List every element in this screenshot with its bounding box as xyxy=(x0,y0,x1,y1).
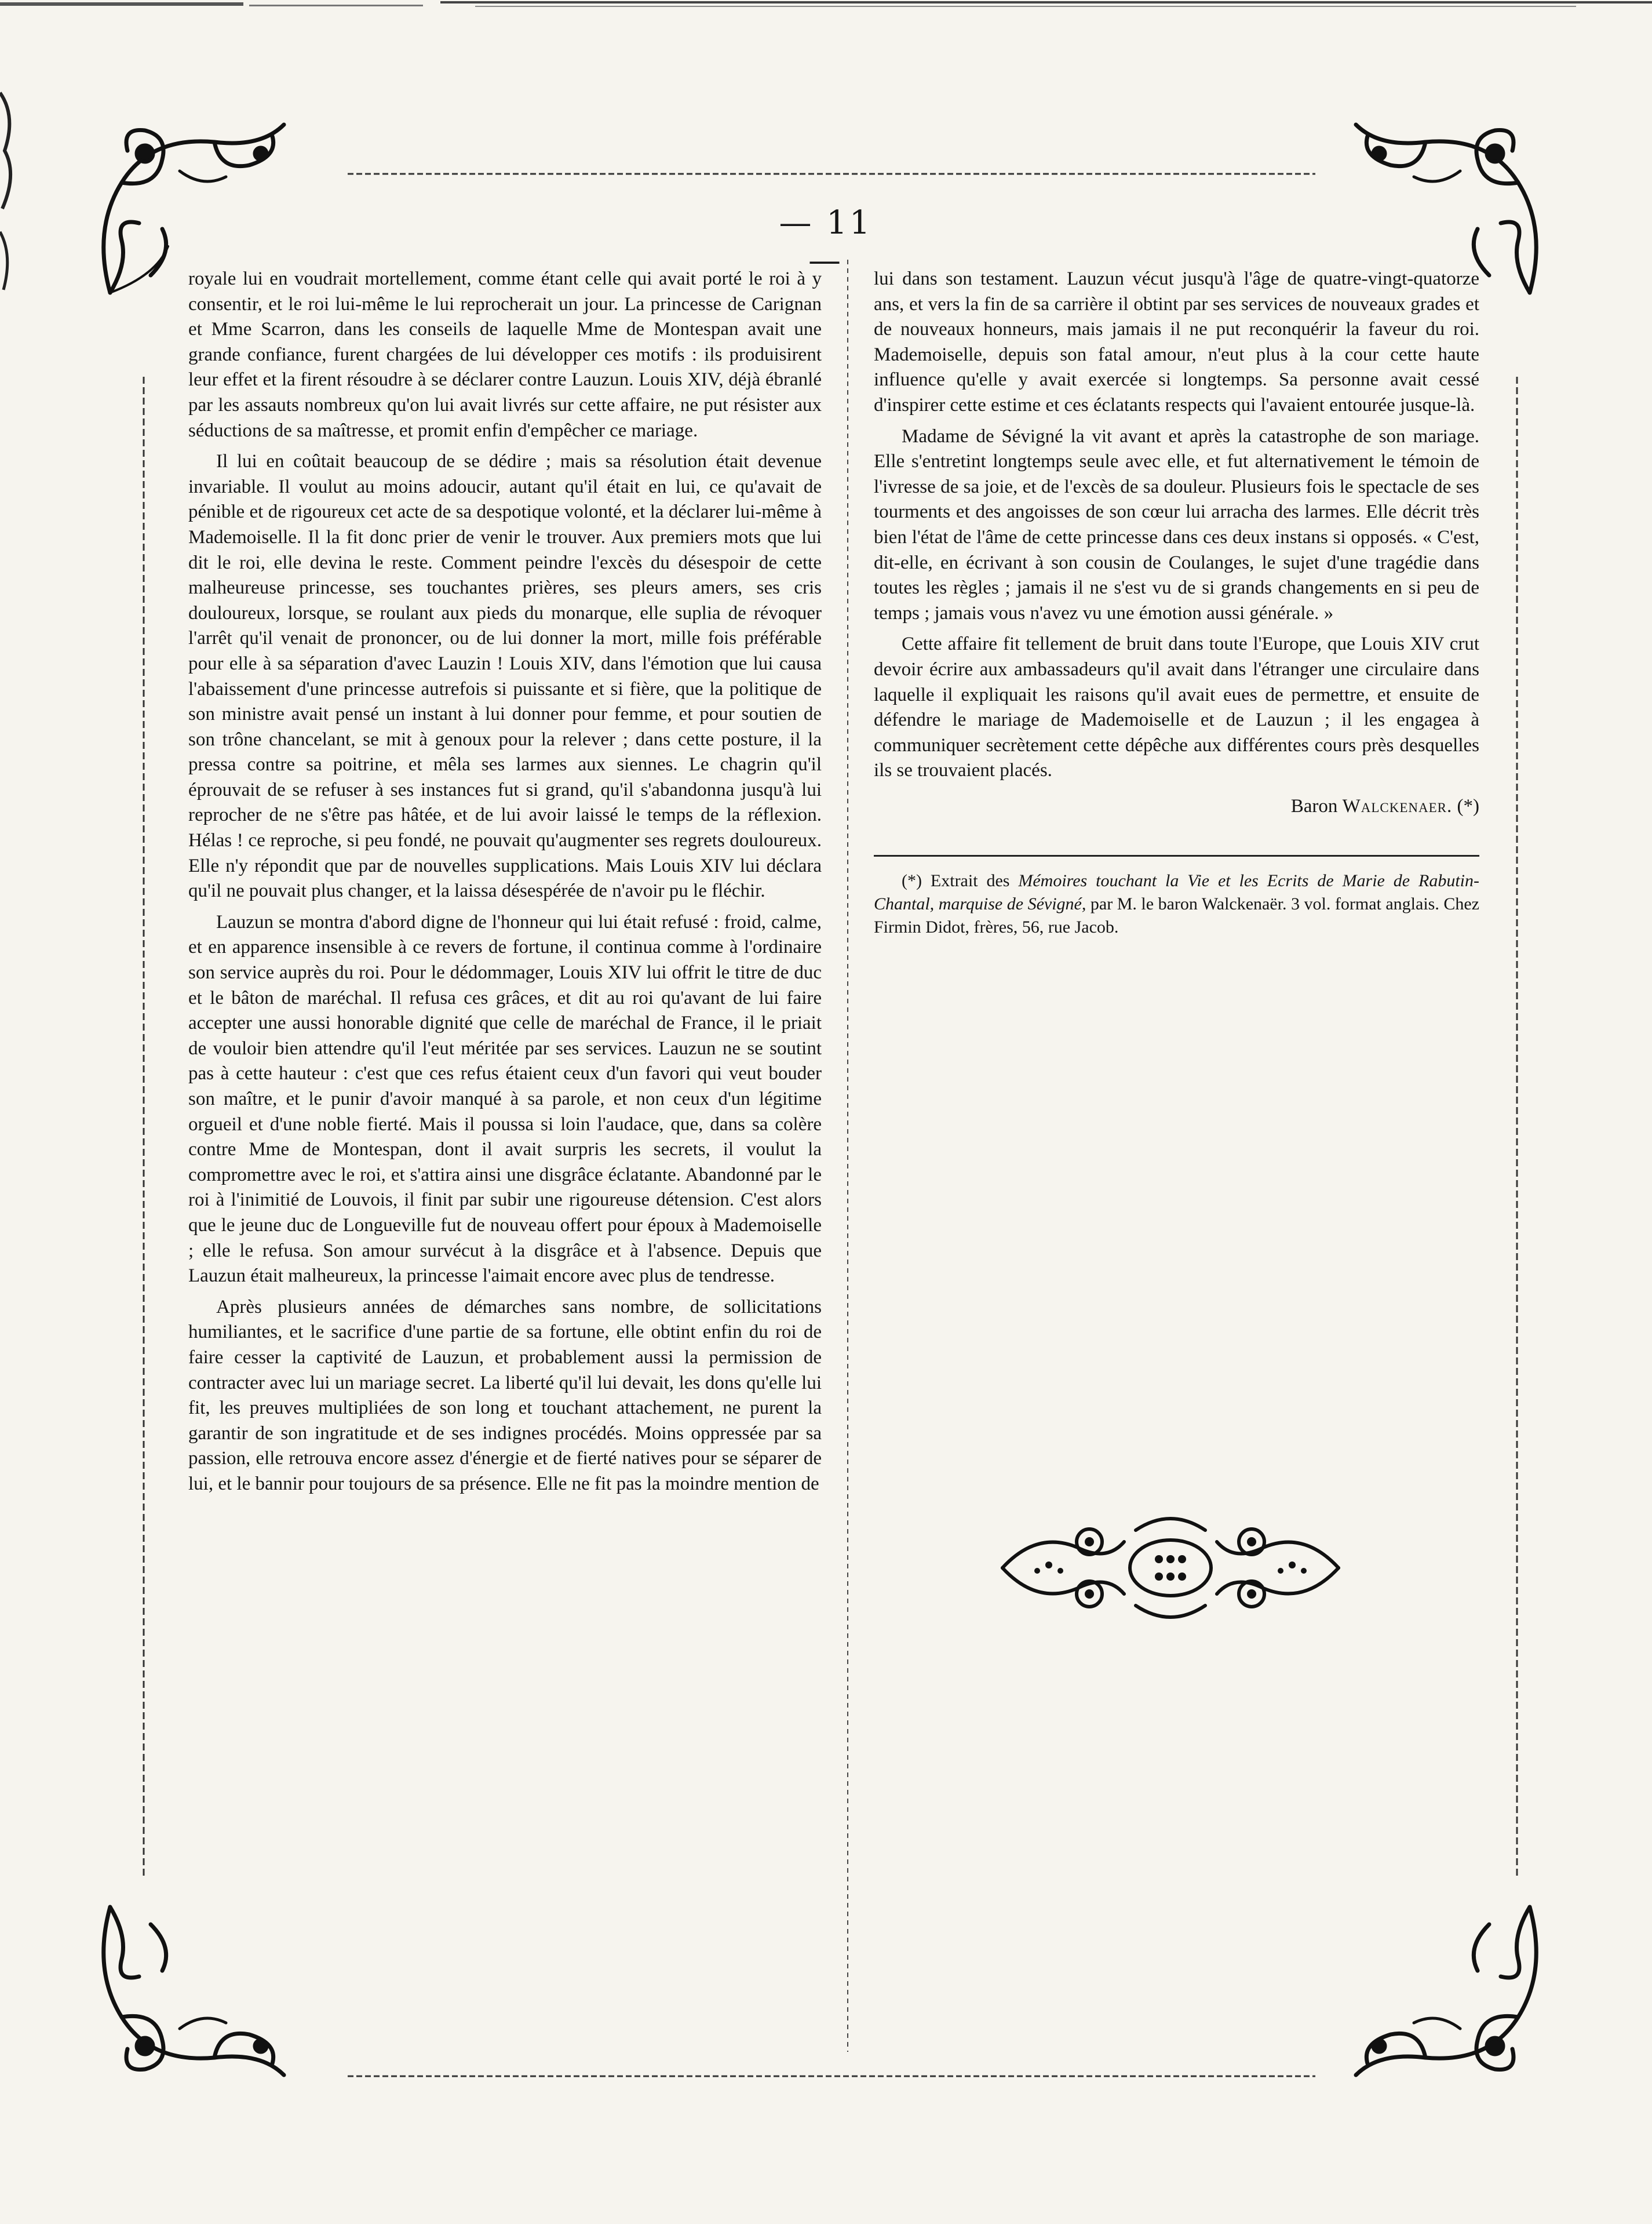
page-number: — 11 — xyxy=(779,204,873,279)
corner-ornament-bottom-left xyxy=(87,1890,319,2098)
footnote-book-title: Mémoires touchant la Vie et les Ecrits de Marie de Rabutin-Chantal, marquise de Sévigné, xyxy=(874,871,1480,914)
right-column xyxy=(874,267,1479,945)
paragraph: Lauzun se montra d'abord digne de l'honneur qui lui était refusé : froid, calme, et en apparence insensible à ce revers de fortune, il continua comme à l'ordinaire son service auprès du roi. Pour le dédommager, Louis XIV lui offrit le titre de duc et le bâton de maréchal. Il refusa ces grâces, et dit au roi qu'avant de lui faire accepter une aussi honorable dignité que celle de maréchal de France, il le priait de vouloir bien attendre qu'il l'eut méritée par ses services. Lauzun ne se soutint pas à cette hauteur : c'est que ces refus étaient ceux d'un favori qui veut bouder son maître, et le punir d'avoir manqué à sa parole, et non ceux d'un légitime orgueil et d'une noble fierté. Mais il poussa si loin l'audace, que, dans sa colère contre Mme de Montespan, dont il avait surpris les secrets, il voulut la compromettre avec le roi, et s'attira ainsi une disgrâce éclatante. Abandonné par le roi à l'inimitié de Louvois, il finit par subir une rigoureuse détension. C'est alors que le jeune duc de Longueville fut de nouveau offert pour époux à Mademoiselle ; elle le refusa. Son amour survécut à la disgrâce et à l'absence. Depuis que Lauzun était malheureux, la princesse l'aimait encore avec plus de tendresse. xyxy=(188,911,822,1287)
paragraph: Cette affaire fit tellement de bruit dans toute l'Europe, que Louis XIV crut devoir écrire aux ambassadeurs qu'il avait dans l'étranger une circulaire dans laquelle il expliquait les raisons qu'il avait eues de permettre, et ensuite de défendre le mariage de Mademoiselle et de Lauzun ; il les engagea à communiquer secrètement cette dépêche aux différentes cours près desquelles ils se trouvaient placés. xyxy=(874,634,1479,781)
paragraph: Après plusieurs années de démarches sans nombre, de sollicitations humiliantes, et le sacrifice d'une partie de sa fortune, elle obtint enfin du roi de faire cesser la captivité de Lauzun, et probablement aussi la permission de contracter avec lui un mariage secret. La liberté qu'il lui devait, les dons qu'elle lui fit, les preuves multipliées de son long et touchant attachement, ne purent la garantir de son ingratitude et de ses indignes procédés. Moins oppressée par sa passion, elle retrouva encore assez d'énergie et de fierté natives pour se séparer de lui, et le bannir pour toujours de sa présence. Elle ne fit pas la moindre mention de xyxy=(188,1296,822,1494)
signature-prefix: Baron xyxy=(1290,795,1338,817)
footnote-text-before: Extrait des xyxy=(930,871,1010,891)
footnote xyxy=(874,869,1479,939)
footnote-text-after: par M. le baron Walckenaër. 3 vol. format anglais. Chez Firmin Didot, frères, 56, rue Jacob. xyxy=(874,894,1479,937)
scroll-corner-icon xyxy=(104,1907,284,2075)
corner-ornament-bottom-right xyxy=(1321,1890,1553,2098)
scroll-corner-icon xyxy=(1356,1907,1536,2075)
footnote-mark: (*) xyxy=(902,871,922,891)
paragraph: lui dans son testament. Lauzun vécut jusqu'à l'âge de quatre-vingt-quatorze ans, et vers la fin de sa carrière il obtint par ses services de nouveaux grades et de nouveaux honneurs, mais jamais il ne put reconquérir la faveur du roi. Mademoiselle, depuis son fatal amour, n'eut plus à la cour cette haute influence qu'elle y avait exercée si longtemps. Sa personne avait cessé d'inspirer cette estime et ces éclatants respects qui l'avaient entourée jusque-là. xyxy=(874,268,1479,416)
paragraph: Madame de Sévigné la vit avant et après la catastrophe de son mariage. Elle s'entretint longtemps seule avec elle, et fut alternativement le témoin de l'ivresse de sa joie, et de l'excès de sa douleur. Plusieurs fois le spectacle de ses tourments et des angoisses de son cœur lui arracha des larmes. Elle décrit très bien l'état de l'âme de cette princesse dans ces deux instans si opposés. « C'est, dit-elle, en écrivant à son cousin de Coulanges, le sujet d'une tragédie dans toutes les règles ; jamais il ne s'est vu de si grands changements en si peu de temps ; jamais vous n'avez vu une émotion aussi générale. » xyxy=(874,425,1479,624)
signature xyxy=(874,794,1479,820)
paragraph: royale lui en voudrait mortellement, comme étant celle qui avait porté le roi à y consentir, et le roi lui-même le lui reprocherait un jour. La princesse de Carignan et Mme Scarron, dans les conseils de laquelle Mme de Montespan avait une grande confiance, furent chargées de lui développer ces motifs : ils produisirent leur effet et la firent résoudre à se déclarer contre Lauzun. Louis XIV, déjà ébranlé par les assauts nombreux qu'on lui avait livrés sur cette affaire, ne put résister aux séductions de sa maîtresse, et promit enfin d'empêcher ce mariage. xyxy=(188,268,822,441)
footnote-rule xyxy=(874,855,1479,857)
left-column xyxy=(188,267,822,1503)
signature-name: Walckenaer. xyxy=(1342,795,1453,817)
paragraph: Il lui en coûtait beaucoup de se dédire ; mais sa résolution était devenue invariable. Il voulut au moins adoucir, autant qu'il était en lui, ce qu'avait de pénible et de rigoureux cet acte de sa despotique volonté, et la déclarer lui-même à Mademoiselle. Il la fit donc prier de venir le trouver. Aux premiers mots que lui dit le roi, elle devina le reste. Comment peindre l'excès du désespoir de cette malheureuse princesse, ses touchantes prières, ses pleurs amers, ses cris douloureux, lorsque, se roulant aux pieds du monarque, elle suplia de révoquer l'arrêt qu'il venait de prononcer, ou de lui donner la mort, mille fois préférable pour elle à sa séparation d'avec Lauzin ! Louis XIV, dans l'émotion que lui causa l'abaissement d'une princesse autrefois si puissante et si fière, que la politique de son ministre avait pensé un instant à lui donner pour femme, et pour soutien de son trône chancelant, se mit à genoux pour la relever ; dans cette posture, il la pressa contre sa poitrine, et mêla ses larmes aux siennes. Le chagrin qu'il éprouvait de se refuser à ses instances fut si grand, qu'il s'abandonna jusqu'à lui reprocher de ne s'être pas hâtée, et de lui avoir laissé le temps de la réflexion. Hélas ! ce reproche, si peu fondé, ne pouvait qu'augmenter ses regrets douloureux. Elle n'y répondit que par de nouvelles supplications. Mais Louis XIV lui déclara qu'il ne pouvait plus changer, et la laissa désespérée de n'avoir pu le fléchir. xyxy=(188,451,822,902)
floral-tailpiece-icon xyxy=(991,1507,1350,1629)
footnote-reference: (*) xyxy=(1457,795,1479,817)
